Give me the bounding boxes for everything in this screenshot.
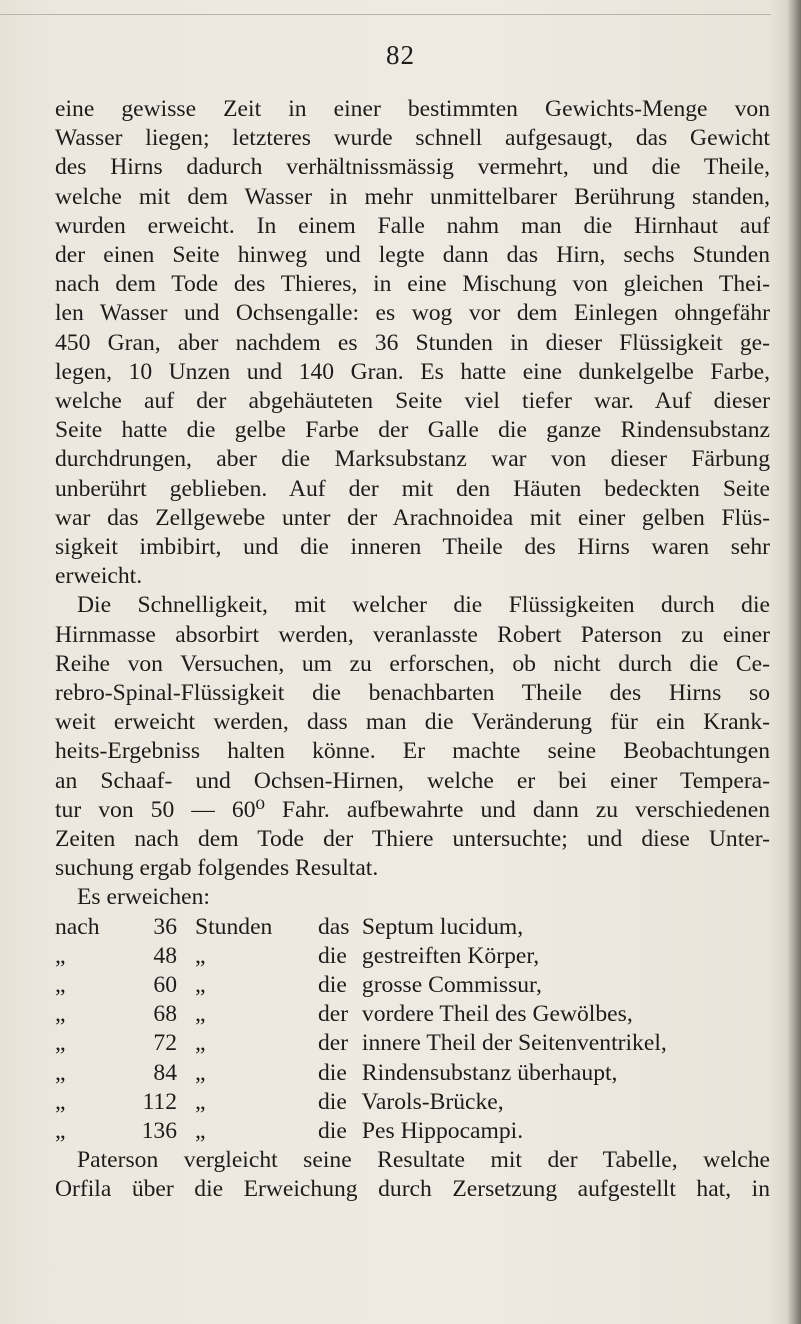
list-unit: „	[195, 972, 206, 999]
list-prefix: „	[55, 1059, 66, 1086]
page-number: 82	[386, 40, 415, 70]
list-unit: Stunden	[195, 913, 273, 940]
text-line: Orfila über die Erweichung durch Zersetzung aufgestellt hat, in	[55, 1176, 770, 1203]
text-line: eine gewisse Zeit in einer bestimmten Gewichts-Menge von	[55, 96, 770, 122]
page-top-edge	[0, 14, 771, 15]
list-part: grosse Commissur,	[361, 972, 542, 999]
list-article: die	[318, 1059, 347, 1086]
text-line: an Schaaf- und Ochsen-Hirnen, welche er bei einer Tempera-	[55, 767, 770, 794]
list-unit: „	[195, 1118, 206, 1144]
list-unit: „	[195, 1088, 206, 1115]
text-line: Hirnmasse absorbirt werden, veranlasste Robert Paterson zu einer	[55, 621, 770, 648]
list-item	[55, 1088, 770, 1117]
text-line: Reihe von Versuchen, um zu erforschen, ob nicht durch die Ce-	[55, 650, 770, 677]
list-article: die	[318, 972, 347, 999]
list-article: der	[318, 1001, 349, 1028]
list-unit: „	[195, 1059, 206, 1086]
text-line: der einen Seite hinweg und legte dann das Hirn, sechs Stunden	[55, 242, 770, 269]
list-part: Rindensubstanz überhaupt,	[361, 1059, 618, 1086]
list-hours: 68	[153, 1001, 177, 1028]
paragraph-2	[55, 591, 770, 883]
list-part: Varols-Brücke,	[361, 1088, 504, 1115]
list-prefix: „	[55, 1088, 66, 1115]
list-intro: Es erweichen:	[77, 884, 210, 911]
list-article: die	[318, 942, 347, 969]
list-hours: 136	[141, 1118, 177, 1144]
list-prefix: „	[55, 1001, 66, 1028]
list-part: innere Theil der Seitenventrikel,	[361, 1030, 667, 1057]
list-prefix: „	[55, 1030, 66, 1057]
list-item	[55, 1000, 770, 1029]
list-hours: 48	[153, 942, 177, 969]
body-text	[55, 95, 770, 1205]
text-line: 450 Gran, aber nachdem es 36 Stunden in dieser Flüssigkeit ge-	[55, 329, 770, 356]
list-item	[55, 1059, 770, 1088]
paragraph-3	[55, 1146, 770, 1204]
text-line: nach dem Tode des Thieres, in eine Mischung von gleichen Thei-	[55, 271, 770, 298]
text-line: Seite hatte die gelbe Farbe der Galle die ganze Rindensubstanz	[55, 417, 770, 444]
text-line: suchung ergab folgendes Resultat.	[55, 855, 379, 882]
text-line: legen, 10 Unzen und 140 Gran. Es hatte eine dunkelgelbe Farbe,	[55, 358, 770, 385]
list-part: Septum lucidum,	[361, 913, 524, 940]
text-line: welche mit dem Wasser in mehr unmittelbarer Berührung standen,	[55, 183, 770, 210]
text-line: erweicht.	[55, 563, 143, 590]
list-hours: 36	[153, 913, 177, 940]
text-line: weit erweicht werden, dass man die Veränderung für ein Krank-	[55, 709, 770, 736]
list-part: vordere Theil des Gewölbes,	[361, 1001, 633, 1028]
list-unit: „	[195, 1001, 206, 1028]
list-prefix: „	[55, 1118, 66, 1144]
text-line: tur von 50 — 60⁰ Fahr. aufbewahrte und dann zu verschiedenen	[55, 796, 770, 823]
text-line: len Wasser und Ochsengalle: es wog vor dem Einlegen ohngefähr	[55, 300, 770, 327]
list-article: der	[318, 1030, 349, 1057]
list-hours: 60	[153, 972, 177, 999]
list-unit: „	[195, 942, 206, 969]
list-article: das	[318, 913, 350, 940]
page-gutter-shadow	[787, 0, 801, 1324]
list-item	[55, 942, 770, 971]
paragraph-1	[55, 95, 770, 591]
list-prefix: „	[55, 972, 66, 999]
list-prefix: „	[55, 942, 66, 969]
list-hours: 84	[153, 1059, 177, 1086]
text-line: Paterson vergleicht seine Resultate mit der Tabelle, welche	[77, 1147, 770, 1174]
list-item	[55, 971, 770, 1000]
list-part: Pes Hippocampi.	[361, 1118, 524, 1144]
text-line: durchdrungen, aber die Marksubstanz war von dieser Färbung	[55, 446, 770, 473]
list-unit: „	[195, 1030, 206, 1057]
text-line: rebro-Spinal-Flüssigkeit die benachbarten Theile des Hirns so	[55, 680, 770, 707]
text-line: des Hirns dadurch verhältnissmässig vermehrt, und die Theile,	[55, 154, 770, 181]
text-line: wurden erweicht. In einem Falle nahm man die Hirnhaut auf	[55, 212, 770, 239]
text-line: Wasser liegen; letzteres wurde schnell aufgesaugt, das Gewicht	[55, 125, 770, 152]
text-line: war das Zellgewebe unter der Arachnoidea mit einer gelben Flüs-	[55, 504, 770, 531]
text-line: Zeiten nach dem Tode der Thiere untersuchte; und diese Unter-	[55, 826, 770, 853]
list-prefix: nach	[55, 913, 100, 940]
text-line: unberührt geblieben. Auf der mit den Häuten bedeckten Seite	[55, 475, 770, 502]
list-article: die	[318, 1088, 347, 1115]
softening-list	[55, 913, 770, 1147]
text-line: welche auf der abgehäuteten Seite viel tiefer war. Auf dieser	[55, 388, 770, 415]
list-item	[55, 1117, 770, 1146]
list-item	[55, 1029, 770, 1058]
list-hours: 112	[142, 1088, 177, 1115]
text-line: Die Schnelligkeit, mit welcher die Flüssigkeiten durch die	[77, 592, 770, 619]
list-hours: 72	[153, 1030, 177, 1057]
text-line: heits-Ergebniss halten könne. Er machte seine Beobachtungen	[55, 738, 770, 765]
list-article: die	[318, 1118, 347, 1144]
list-part: gestreiften Körper,	[361, 942, 540, 969]
list-item	[55, 913, 770, 942]
text-line: sigkeit imbibirt, und die inneren Theile des Hirns waren sehr	[55, 534, 770, 561]
